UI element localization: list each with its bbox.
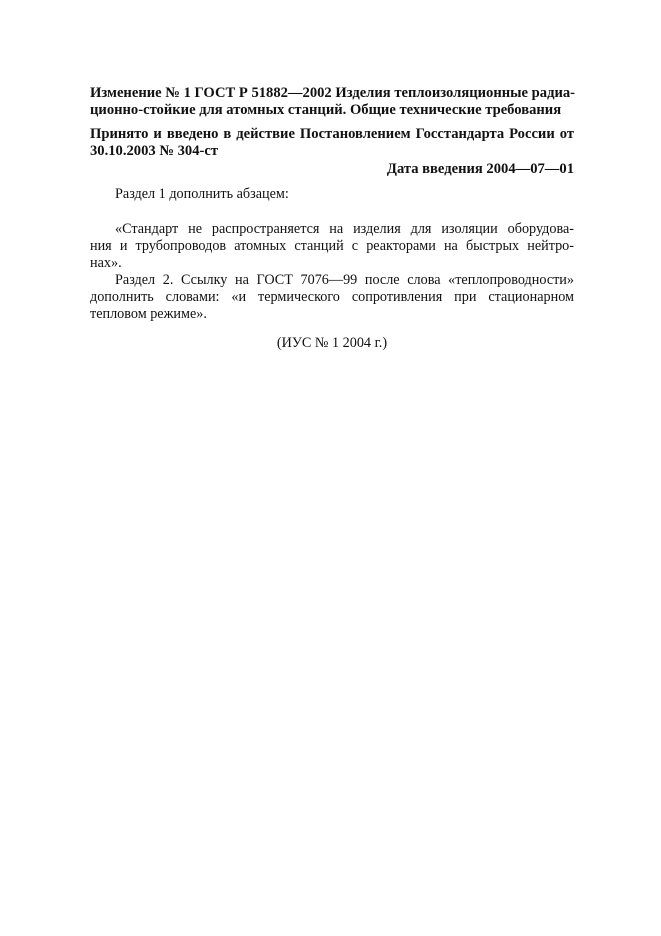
- source-note: (ИУС № 1 2004 г.): [276, 335, 388, 351]
- effective-date: Дата введения 2004—07—01: [386, 161, 574, 177]
- quote-line-1: «Стандарт не распространяется на изделия для изоляции оборудова-: [115, 221, 574, 237]
- title-line-1: Изменение № 1 ГОСТ Р 51882—2002 Изделия теплоизоляционные радиа-: [90, 85, 576, 101]
- adoption-line-1: Принято и введено в действие Постановлением Госстандарта России от: [90, 126, 574, 142]
- section2-line-1: Раздел 2. Ссылку на ГОСТ 7076—99 после слова «теплопроводности»: [115, 272, 574, 288]
- quote-line-3: нах».: [90, 255, 122, 271]
- section2-line-3: тепловом режиме».: [90, 306, 207, 322]
- section1-intro: Раздел 1 дополнить абзацем:: [115, 186, 289, 202]
- adoption-line-2: 30.10.2003 № 304-ст: [90, 143, 219, 159]
- title-line-2: ционно-стойкие для атомных станций. Общие технические требования: [90, 102, 562, 118]
- section2-line-2: дополнить словами: «и термического сопротивления при стационарном: [90, 289, 574, 305]
- quote-line-2: ния и трубопроводов атомных станций с реакторами на быстрых нейтро-: [90, 238, 574, 254]
